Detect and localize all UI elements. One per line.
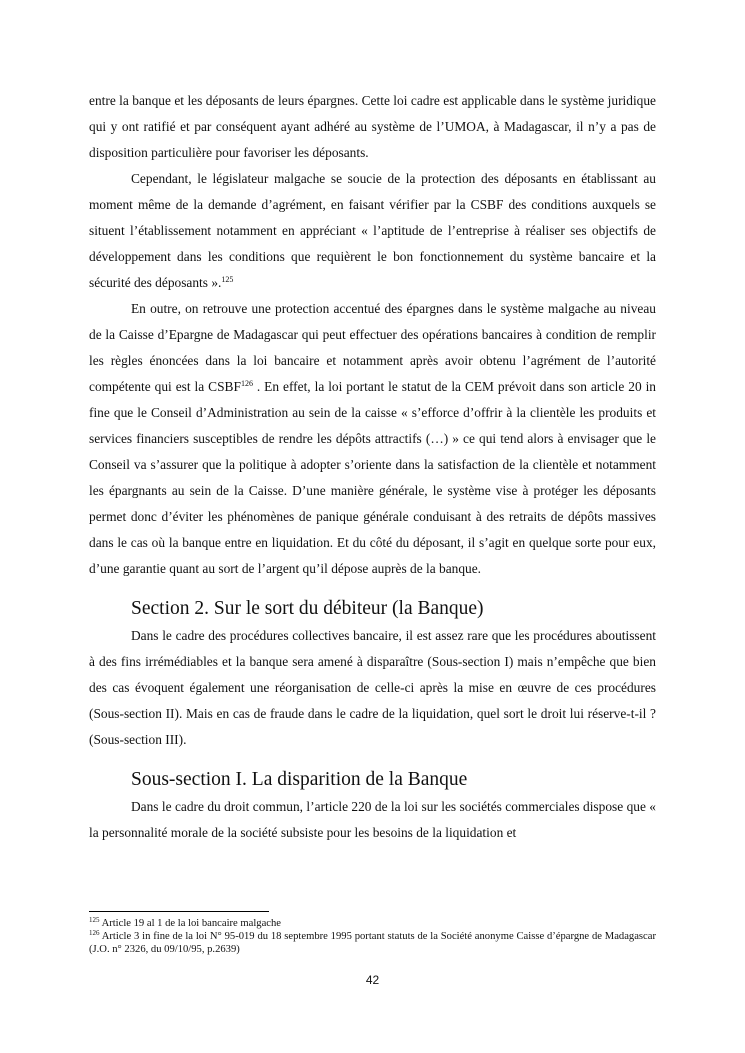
page-body <box>89 88 656 846</box>
footnote-text-125: Article 19 al 1 de la loi bancaire malgache <box>99 918 281 929</box>
footnote-125 <box>89 917 656 930</box>
paragraph-3-text-a: En outre, on retrouve une protection accentué des épargnes dans le système malgache au niveau de la Caisse d’Epargne de Madagascar qui peut effectuer des opérations bancaires à condition de remplir les règles énoncées dans la loi bancaire et notamment après avoir obtenu l’agrément de l’autorité compétente qui est la CSBF <box>89 301 656 394</box>
footnote-ref-125[interactable]: 125 <box>221 275 234 284</box>
subsection-heading: Sous-section I. La disparition de la Banque <box>131 769 468 790</box>
footnote-ref-126[interactable]: 126 <box>240 379 253 388</box>
paragraph-5: Dans le cadre du droit commun, l’article 220 de la loi sur les sociétés commerciales dispose que « la personnalité morale de la société subsiste pour les besoins de la liquidation et <box>89 799 656 840</box>
paragraph-4: Dans le cadre des procédures collectives bancaire, il est assez rare que les procédures aboutissent à des fins irrémédiables et la banque sera amené à disparaître (Sous-section I) mais n’empêche que bien des cas évoquent également une réorganisation de celle-ci après la mise en œuvre de ces procédures (Sous-section II). Mais en cas de fraude dans le cadre de la liquidation, quel sort le droit lui réserve-t-il ? (Sous-section III). <box>89 628 656 747</box>
footnotes <box>89 917 656 956</box>
paragraph-3-text-b: . En effet, la loi portant le statut de la CEM prévoit dans son article 20 in fine que le Conseil d’Administration au sein de la caisse « s’efforce d’offrir à la clientèle les produits et services financiers susceptibles de rendre les dépôts attractifs (…) » ce qui tend alors à envisager que le Conseil va s’assurer que la politique à adopter s’oriente dans la satisfaction de la clientèle et notamment les épargnants au sein de la Caisse. D’une manière générale, le système vise à protéger les déposants permet donc d’éviter les phénomènes de panique générale conduisant à des retraits de dépôts massives dans le cas où la banque entre en liquidation. Et du côté du déposant, il s’agit en quelque sorte pour eux, d’une garantie quant au sort de l’argent qu’il dépose auprès de la banque. <box>89 379 657 576</box>
footnote-number-126: 126 <box>89 929 100 937</box>
section-heading: Section 2. Sur le sort du débiteur (la Banque) <box>131 598 484 619</box>
paragraph-3 <box>89 296 656 582</box>
paragraph-1: entre la banque et les déposants de leurs épargnes. Cette loi cadre est applicable dans le système juridique qui y ont ratifié et par conséquent ayant adhéré au système de l’UMOA, à Madagascar, il n’y a pas de disposition particulière pour favoriser les déposants. <box>89 93 656 160</box>
footnote-text-126: Article 3 in fine de la loi N° 95-019 du 18 septembre 1995 portant statuts de la Société anonyme Caisse d’épargne de Madagascar (J.O. n° 2326, du 09/10/95, p.2639) <box>89 931 656 955</box>
footnote-separator <box>89 911 269 912</box>
page-number: 42 <box>365 973 380 987</box>
footnote-126 <box>89 930 656 956</box>
paragraph-2 <box>89 166 656 296</box>
paragraph-2-text: Cependant, le législateur malgache se soucie de la protection des déposants en établissant au moment même de la demande d’agrément, en faisant vérifier par la CSBF des conditions auxquels se situent l’établissement notamment en appréciant « l’aptitude de l’entreprise à réaliser ses objectifs de développement dans les conditions que requièrent le bon fonctionnement du système bancaire et la sécurité des déposants ». <box>89 171 656 290</box>
footnote-number-125: 125 <box>89 916 100 924</box>
